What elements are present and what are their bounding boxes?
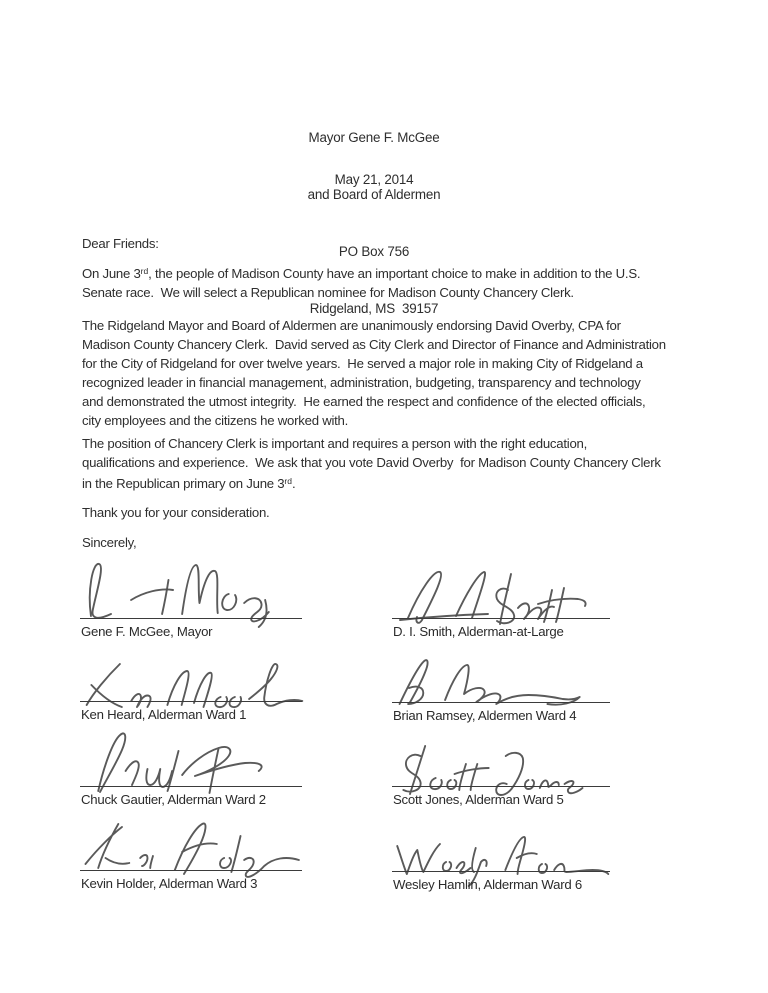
signature-line xyxy=(80,870,302,871)
signature-label-heard: Ken Heard, Alderman Ward 1 xyxy=(81,707,247,722)
letterhead-line-board: and Board of Aldermen xyxy=(307,187,441,202)
signature-line xyxy=(392,618,610,619)
signature-line xyxy=(80,786,302,787)
signature-label-ramsey: Brian Ramsey, Aldermen Ward 4 xyxy=(393,708,577,723)
signature-kevin-holder xyxy=(80,818,308,876)
paragraph-2 xyxy=(82,316,722,430)
signature-block-scott-jones xyxy=(392,728,612,808)
letterhead-line-pobox: PO Box 756 xyxy=(338,244,410,259)
signature-block-gene-f-mcgee xyxy=(80,545,308,640)
paragraph-1-line-2: Senate race. We will select a Republican nominee for Madison County Chancery Clerk. xyxy=(82,285,574,300)
signature-block-kevin-holder xyxy=(80,810,308,892)
paragraph-3 xyxy=(82,434,722,493)
date-line: May 21, 2014 xyxy=(334,172,414,187)
signature-line xyxy=(80,701,302,702)
signature-label-smith: D. I. Smith, Alderman-at-Large xyxy=(393,624,564,639)
signature-ken-heard xyxy=(80,659,308,707)
closing-thanks: Thank you for your consideration. xyxy=(82,505,270,520)
signature-label-gautier: Chuck Gautier, Alderman Ward 2 xyxy=(81,792,266,807)
signature-chuck-gautier xyxy=(80,729,308,794)
letterhead-line-mayor: Mayor Gene F. McGee xyxy=(308,130,440,145)
paragraph-1-line-1: On June 3rd, the people of Madison County have an important choice to make in addition to the U.S. xyxy=(82,266,641,281)
signature-block-d-i-smith xyxy=(392,555,612,640)
paragraph-2-line-3: for the City of Ridgeland for over twelve years. He served a major role in making City of Ridgeland a xyxy=(82,356,643,371)
signature-label-hamlin: Wesley Hamlin, Alderman Ward 6 xyxy=(393,877,582,892)
signature-label-jones: Scott Jones, Alderman Ward 5 xyxy=(393,792,564,807)
signoff: Sincerely, xyxy=(82,535,137,550)
signature-brian-ramsey xyxy=(392,656,610,706)
signature-line xyxy=(80,618,302,619)
paragraph-3-line-2: qualifications and experience. We ask that you vote David Overby for Madison County Chancery Clerk xyxy=(82,455,661,470)
letterhead-line-city: Ridgeland, MS 39157 xyxy=(309,301,439,316)
signature-d-i-smith xyxy=(392,564,612,626)
signature-label-holder: Kevin Holder, Alderman Ward 3 xyxy=(81,876,258,891)
signature-block-chuck-gautier xyxy=(80,710,308,808)
signature-line xyxy=(392,702,610,703)
signature-block-wesley-hamlin xyxy=(392,823,612,893)
paragraph-2-line-5: and demonstrated the utmost integrity. He earned the respect and confidence of the elected officials, xyxy=(82,394,646,409)
signature-wesley-hamlin xyxy=(392,830,610,875)
signature-line xyxy=(392,786,610,787)
signature-block-brian-ramsey xyxy=(392,644,612,724)
paragraph-2-line-1: The Ridgeland Mayor and Board of Aldermen are unanimously endorsing David Overby, CPA for xyxy=(82,318,621,333)
paragraph-1 xyxy=(82,262,722,302)
signature-label-mcgee: Gene F. McGee, Mayor xyxy=(81,624,213,639)
paragraph-2-line-4: recognized leader in financial management, administration, budgeting, transparency and technology xyxy=(82,375,641,390)
paragraph-2-line-2: Madison County Chancery Clerk. David served as City Clerk and Director of Finance and Administration xyxy=(82,337,666,352)
paragraph-3-line-1: The position of Chancery Clerk is important and requires a person with the right education, xyxy=(82,436,588,451)
signature-line xyxy=(392,871,610,872)
paragraph-3-line-3: in the Republican primary on June 3rd. xyxy=(82,476,296,491)
salutation: Dear Friends: xyxy=(82,236,159,251)
paragraph-2-line-6: city employees and the citizens he worked with. xyxy=(82,413,349,428)
